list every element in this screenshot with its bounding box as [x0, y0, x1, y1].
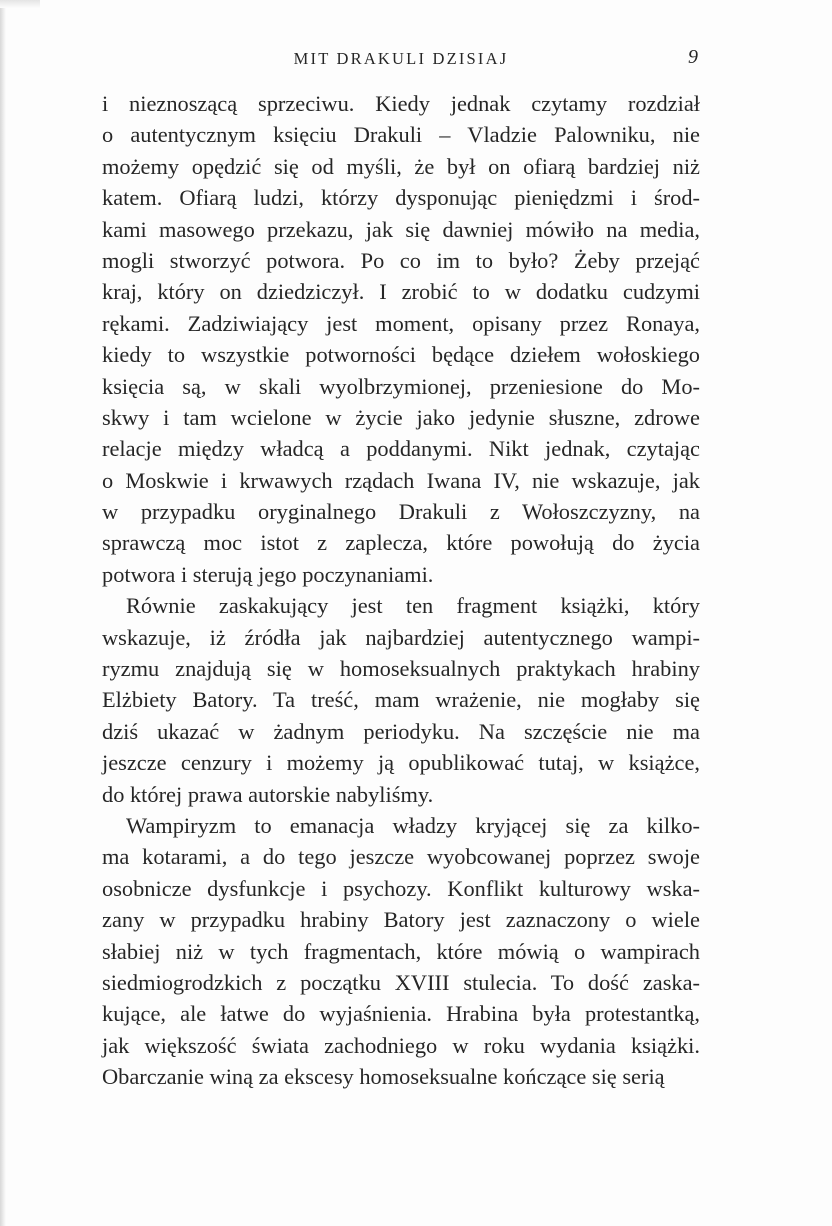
page-number: 9	[688, 46, 698, 68]
text-line: siedmiogrodzkich z początku XVIII stulecia. To dość zaska-	[102, 969, 700, 995]
text-line: ryzmu znajdują się w homoseksualnych praktykach hrabiny	[102, 656, 700, 682]
text-line: relacje między władcą a poddanymi. Nikt jednak, czytając	[102, 436, 700, 462]
running-title: MIT DRAKULI DZISIAJ	[293, 49, 509, 68]
paragraph	[102, 810, 700, 1093]
text-line: zany w przypadku hrabiny Batory jest zaznaczony o wiele	[102, 907, 700, 933]
text-line: Elżbiety Batory. Ta treść, mam wrażenie, nie mogłaby się	[102, 687, 700, 713]
text-line: do której prawa autorskie nabyliśmy.	[102, 781, 434, 807]
text-line: ma kotarami, a do tego jeszcze wyobcowanej poprzez swoje	[102, 844, 700, 870]
text-line: rękami. Zadziwiający jest moment, opisany przez Ronaya,	[102, 310, 700, 336]
text-line: dziś ukazać w żadnym periodyku. Na szczęście nie ma	[102, 718, 700, 744]
text-line: jeszcze cenzury i możemy ją opublikować tutaj, w książce,	[102, 750, 700, 776]
paragraph	[102, 590, 700, 810]
text-line: kami masowego przekazu, jak się dawniej mówiło na media,	[102, 216, 700, 242]
text-line: Obarczanie winą za ekscesy homoseksualne kończące się serią	[102, 1064, 665, 1090]
text-line: słabiej niż w tych fragmentach, które mówią o wampirach	[102, 938, 700, 964]
text-line: w przypadku oryginalnego Drakuli z Wołoszczyzny, na	[102, 499, 700, 525]
text-line: kiedy to wszystkie potworności będące dziełem wołoskiego	[102, 342, 700, 368]
scan-corner-shadow	[0, 0, 40, 8]
text-line: i nieznoszącą sprzeciwu. Kiedy jednak czytamy rozdział	[102, 91, 700, 116]
page-header	[102, 46, 700, 74]
text-line: możemy opędzić się od myśli, że był on ofiarą bardziej niż	[102, 153, 700, 179]
text-line: księcia są, w skali wyolbrzymionej, przeniesione do Mo-	[102, 373, 700, 399]
text-line: potwora i sterują jego poczynaniami.	[102, 561, 434, 587]
text-line: jak większość świata zachodniego w roku wydania książki.	[102, 1032, 700, 1058]
text-line: kujące, ale łatwe do wyjaśnienia. Hrabina była protestantką,	[102, 1001, 700, 1027]
body-text	[102, 88, 700, 1093]
text-line: kraj, który on dziedziczył. I zrobić to w dodatku cudzymi	[102, 279, 700, 305]
paragraph	[102, 88, 700, 590]
text-line: Wampiryzm to emanacja władzy kryjącej się za kilko-	[126, 812, 700, 838]
text-line: osobnicze dysfunkcje i psychozy. Konflikt kulturowy wska-	[102, 875, 700, 901]
text-line: skwy i tam wcielone w życie jako jedynie słuszne, zdrowe	[102, 404, 700, 430]
text-line: o autentycznym księciu Drakuli – Vladzie Palowniku, nie	[102, 122, 700, 148]
text-line: sprawczą moc istot z zaplecza, które powołują do życia	[102, 530, 700, 556]
text-line: Równie zaskakujący jest ten fragment książki, który	[126, 593, 700, 619]
scan-edge-shadow	[0, 0, 6, 1226]
text-line: mogli stworzyć potwora. Po co im to było? Żeby przejąć	[102, 247, 700, 273]
text-line: o Moskwie i krwawych rządach Iwana IV, nie wskazuje, jak	[102, 467, 700, 493]
text-line: wskazuje, iż źródła jak najbardziej autentycznego wampi-	[102, 624, 700, 650]
text-line: katem. Ofiarą ludzi, którzy dysponując pieniędzmi i środ-	[102, 185, 700, 211]
